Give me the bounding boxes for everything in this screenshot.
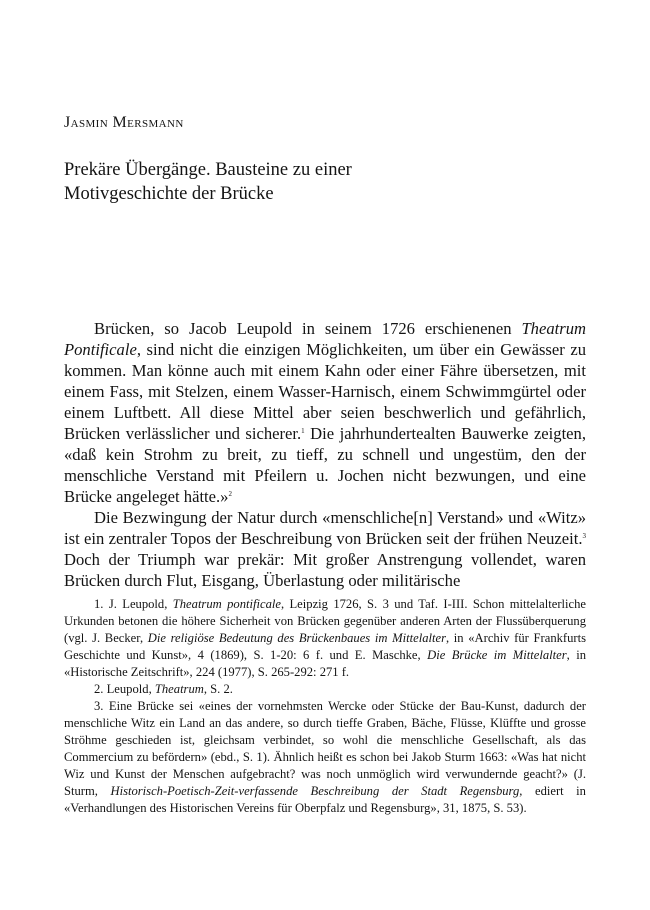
footnote-1: [64, 596, 586, 681]
title-line-2: Motivgeschichte der Brücke: [64, 184, 274, 204]
footnote-italic: Die Brücke im Mittelalter: [427, 648, 567, 662]
footnote-text: 3. Eine Brücke sei «eines der vornehmsten Wercke oder Stücke der Bau-Kunst, dadurch der menschliche Witz ein Land an das andere, so durch tieffe Graben, Bäche, Flüsse, Klüffte und grosse Ströhme geschieden ist, gleichsam verbindet, so wohl die menschliche Gesellschaft, als das Commercium zu befördern» (ebd., S. 1). Ähnlich heißt es schon bei Jakob Sturm 1663: «Was hat nicht Wiz und Kunst der Menschen aufgebracht? was noch unmöglich wird verwundernde geacht?» (J. Sturm,: [64, 699, 586, 798]
footnote-text: , S. 2.: [203, 682, 233, 696]
footnote-text: 2. Leupold,: [94, 682, 155, 696]
footnote-text: , Leipzig 1726, S. 3 und Taf. I-III. Schon mittelalterliche Urkunden betonen die höhere Sicherheit von Brücken gegenüber anderen Arten der Flussüberquerung (vgl. J. Becker,: [64, 597, 586, 645]
footnote-ref-3[interactable]: 3: [582, 532, 586, 540]
footnote-text: , in «Historische Zeitschrift», 224 (1977), S. 265-292: 271 f.: [64, 648, 586, 679]
body-text-segment: Doch der Triumph war prekär: Mit großer Anstrengung vollendet, waren Brücken durch Flut, Eisgang, Überlastung oder militärische: [64, 550, 586, 590]
footnote-3: [64, 698, 586, 817]
footnote-italic: Theatrum pontificale: [172, 597, 281, 611]
footnote-italic: Die religiöse Bedeutung des Brückenbaues im Mittelalter: [147, 631, 446, 645]
book-title-italic: Theatrum Pontificale: [64, 319, 586, 359]
body-text-segment: Die Bezwingung der Natur durch «menschliche[n] Verstand» und «Witz» ist ein zentraler Topos der Beschreibung von Brücken seit der frühen Neuzeit.: [64, 508, 586, 548]
footnote-italic: Theatrum: [154, 682, 204, 696]
footnote-text: 1. J. Leupold,: [94, 597, 173, 611]
footnote-text: , in «Archiv für Frankfurts Geschichte und Kunst», 4 (1869), S. 1-20: 6 f. und E. Maschke,: [64, 631, 586, 662]
body-paragraph-2: [64, 507, 586, 591]
article-title: [64, 158, 584, 206]
article-body: [64, 318, 586, 591]
body-text-segment: Die jahrhundertealten Bauwerke zeigten, «daß kein Strohm zu breit, zu tieff, zu schnell und ungestüm, den der menschliche Verstand mit Pfeilern u. Jochen nicht bezwungen, und eine Brücke angeleget hätte.»: [64, 424, 586, 506]
footnote-italic: Historisch-Poetisch-Zeit-verfassende Beschreibung der Stadt Regensburg: [110, 784, 520, 798]
footnote-text: , ediert in «Verhandlungen des Historischen Vereins für Oberpfalz und Regensburg», 31, 1875, S. 53).: [64, 784, 586, 815]
body-text-segment: , sind nicht die einzigen Möglichkeiten, um über ein Gewässer zu kommen. Man könne auch mit einem Kahn oder einer Fähre übersetzen, mit einem Fass, mit Stelzen, einem Wasser-Harnisch, einem Schwimmgürtel oder einem Luftbett. All diese Mittel aber seien beschwerlich und gefährlich, Brücken verlässlicher und sicherer.: [64, 340, 586, 443]
body-text-segment: Brücken, so Jacob Leupold in seinem 1726 erschienenen: [94, 319, 522, 338]
footnote-2: [64, 681, 586, 698]
footnotes-section: [64, 596, 586, 817]
title-line-1: Prekäre Übergänge. Bausteine zu einer: [64, 160, 352, 180]
footnote-ref-2[interactable]: 2: [228, 490, 232, 498]
author-name: Jasmin Mersmann: [64, 114, 184, 131]
body-paragraph-1: [64, 318, 586, 507]
footnote-ref-1[interactable]: 1: [301, 427, 305, 435]
